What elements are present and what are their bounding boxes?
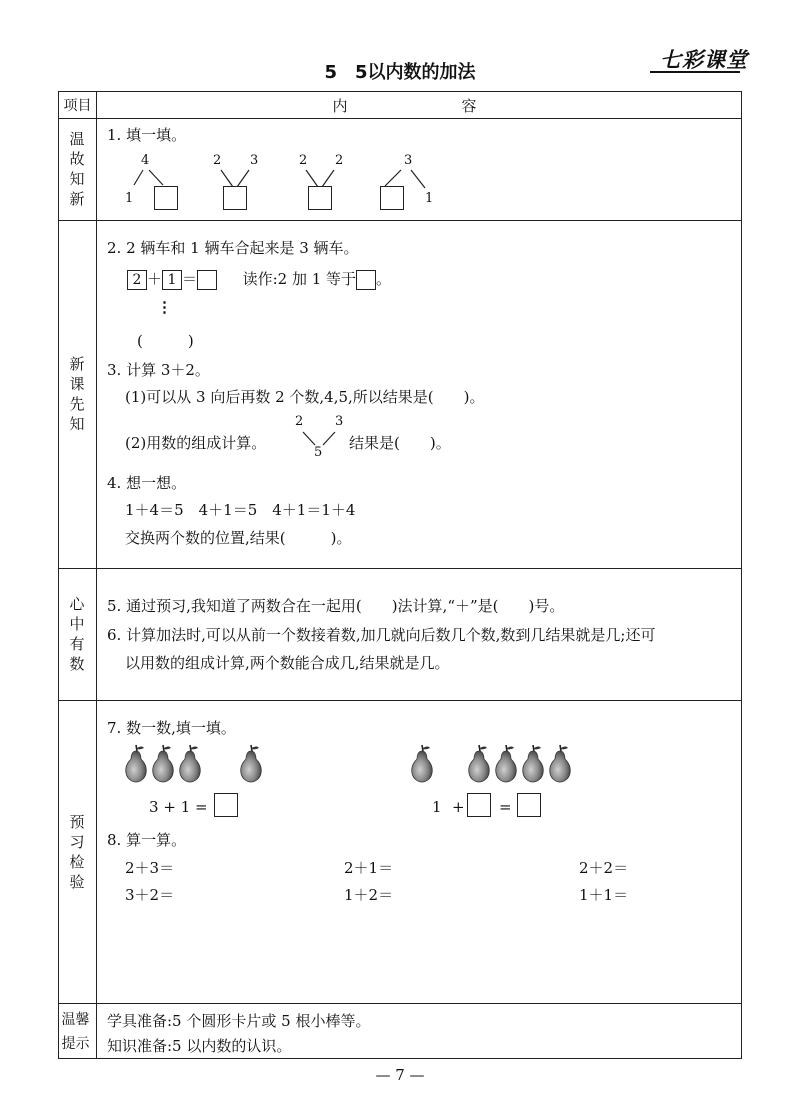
- page-number: — 7 —: [375, 1066, 425, 1084]
- pear-icon: [466, 743, 492, 783]
- q7-right-a: 1: [432, 798, 442, 816]
- q7-left-eq: =: [195, 798, 208, 816]
- q7-label: 7. 数一数,填一填。: [107, 719, 236, 737]
- tip-knowledge: 知识准备:5 以内数的认识。: [107, 1037, 292, 1055]
- q8-item: 3＋2＝: [125, 886, 175, 904]
- q4-conclusion: 交换两个数的位置,结果( )。: [125, 529, 352, 547]
- header-content: 内 容: [332, 96, 505, 115]
- q7-right-eq: =: [499, 798, 512, 816]
- q3-part2-prefix: (2)用数的组成计算。: [125, 434, 267, 452]
- q7-left-answer-box[interactable]: [214, 793, 238, 817]
- q7-left-b: 1: [180, 798, 191, 816]
- q7-right-answer-box[interactable]: [517, 793, 541, 817]
- q2-label: 2. 2 辆车和 1 辆车合起来是 3 辆车。: [107, 239, 359, 257]
- section-label: 新课先知: [69, 355, 85, 433]
- q4-equations: 1＋4＝5 4＋1＝5 4＋1＝1＋4: [125, 501, 356, 519]
- q8-item: 2＋3＝: [125, 859, 175, 877]
- q6-line2: 以用数的组成计算,两个数能合成几,结果就是几。: [125, 654, 450, 672]
- q8-item: 2＋2＝: [579, 859, 629, 877]
- q6-line1: 6. 计算加法时,可以从前一个数接着数,加几就向后数几个数,数到几结果就是几;还可: [107, 626, 656, 644]
- section-tips: [59, 1003, 96, 1060]
- pear-icon: [123, 743, 149, 783]
- q2-paren: ( ): [137, 332, 194, 350]
- section-check: [59, 700, 96, 1003]
- header-category: 项目: [63, 98, 92, 114]
- pear-icon: [493, 743, 519, 783]
- q3-label: 3. 计算 3＋2。: [107, 361, 210, 379]
- q7-left-op: +: [163, 798, 176, 816]
- row-divider: [59, 1003, 741, 1004]
- section-label: 心中有数: [69, 595, 85, 673]
- q1-tree2-left: 2: [213, 153, 222, 168]
- q2-addend-a: 2: [127, 270, 147, 290]
- q1-tree4-top: 3: [404, 153, 413, 168]
- q8-item: 1＋2＝: [344, 886, 394, 904]
- q2-addend-b: 1: [162, 270, 182, 290]
- q1-tree4-right: 1: [425, 191, 434, 206]
- pear-icon: [547, 743, 573, 783]
- section-label: 温馨提示: [61, 1011, 90, 1052]
- pear-icon: [409, 743, 435, 783]
- q5-text: 5. 通过预习,我知道了两数合在一起用( )法计算,“＋”是( )号。: [107, 597, 565, 615]
- row-divider: [59, 700, 741, 701]
- worksheet-table: [58, 91, 742, 1059]
- q8-item: 2＋1＝: [344, 859, 394, 877]
- section-label: 预习检验: [69, 812, 85, 891]
- q1-label: 1. 填一填。: [107, 126, 187, 144]
- q1-tree3-left: 2: [299, 153, 308, 168]
- section-label: 温故知新: [69, 130, 85, 208]
- pear-icon: [520, 743, 546, 783]
- q2-read-prefix: 读作:2 加 1 等于: [242, 270, 357, 288]
- q3-top-left: 2: [295, 414, 304, 429]
- tip-tools: 学具准备:5 个圆形卡片或 5 根小棒等。: [107, 1012, 371, 1030]
- q8-label: 8. 算一算。: [107, 831, 187, 849]
- page-title: 5 5以内数的加法: [324, 62, 476, 83]
- section-summary: [59, 568, 96, 700]
- q3-part2-suffix: 结果是( )。: [349, 434, 451, 452]
- q8-item: 1＋1＝: [579, 886, 629, 904]
- q7-left-a: 3: [149, 798, 159, 816]
- q1-tree1-left: 1: [125, 191, 134, 206]
- pear-icon: [150, 743, 176, 783]
- q7-right-addend-box[interactable]: [467, 793, 491, 817]
- q1-tree3-right: 2: [335, 153, 344, 168]
- q3-top-right: 3: [335, 414, 344, 429]
- pear-icon: [238, 743, 264, 783]
- q2-plus: ＋: [147, 270, 163, 288]
- q2-equals: ＝: [182, 270, 198, 288]
- q7-right-op: +: [452, 798, 465, 816]
- q7-left-equation: [149, 798, 208, 816]
- brand-logo: 七彩课堂: [660, 48, 748, 72]
- q3-bottom: 5: [314, 445, 323, 460]
- row-divider: [59, 568, 741, 569]
- q2-read-suffix: 。: [376, 270, 392, 288]
- q1-tree1-top: 4: [141, 153, 150, 168]
- q2-dots: ⋮: [157, 298, 172, 316]
- q1-tree2-right: 3: [250, 153, 259, 168]
- q4-label: 4. 想一想。: [107, 474, 187, 492]
- q3-part1: (1)可以从 3 向后再数 2 个数,4,5,所以结果是( )。: [125, 388, 485, 406]
- pear-icon: [177, 743, 203, 783]
